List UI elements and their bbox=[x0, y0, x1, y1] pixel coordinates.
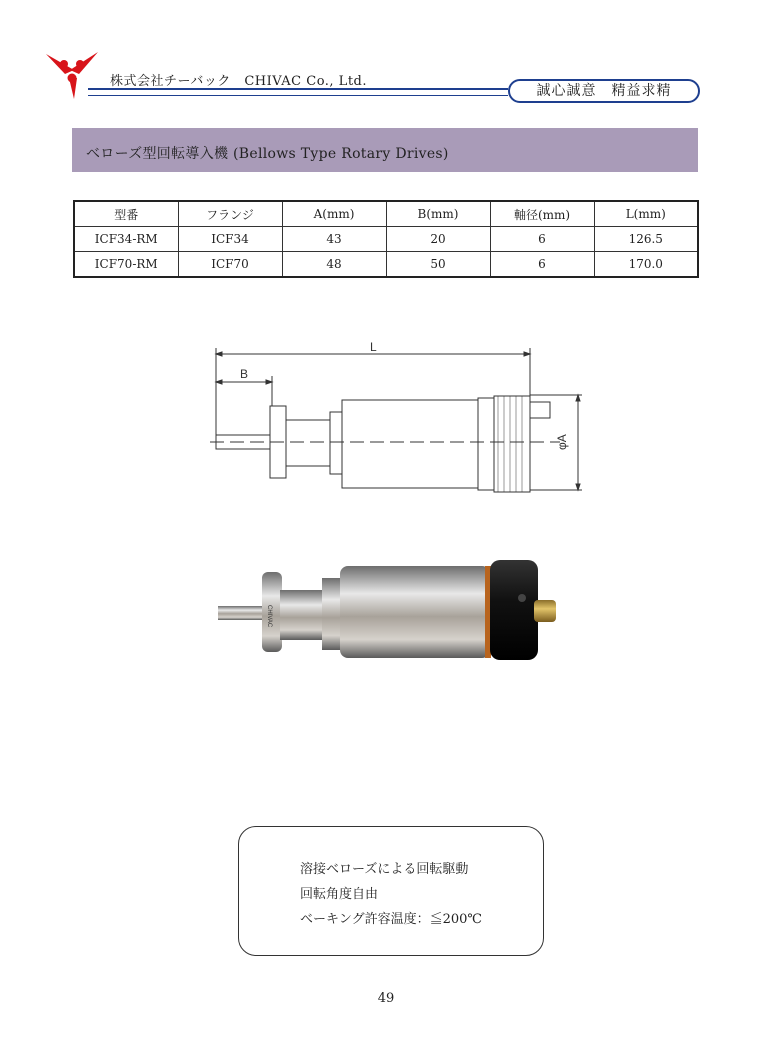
table-cell: 43 bbox=[282, 227, 386, 252]
feature-item: ベーキング許容温度：≦200℃ bbox=[300, 912, 482, 927]
dimension-label-a: φA bbox=[555, 434, 569, 450]
table-header-cell: A(mm) bbox=[282, 201, 386, 227]
table-header-cell: フランジ bbox=[178, 201, 282, 227]
table-cell: 20 bbox=[386, 227, 490, 252]
page-number: 49 bbox=[377, 991, 395, 1006]
table-cell: ICF34-RM bbox=[74, 227, 178, 252]
table-cell: 170.0 bbox=[594, 252, 698, 278]
dimension-label-l: L bbox=[370, 340, 377, 354]
table-cell: 6 bbox=[490, 252, 594, 278]
table-cell: 6 bbox=[490, 227, 594, 252]
dimension-label-b: B bbox=[240, 367, 249, 381]
photo-engraving: CHIVAC bbox=[266, 605, 272, 628]
feature-box bbox=[238, 826, 544, 956]
product-photo bbox=[200, 548, 570, 666]
company-name: 株式会社チーバック CHIVAC Co., Ltd. bbox=[110, 74, 367, 89]
table-cell: 126.5 bbox=[594, 227, 698, 252]
table-header-cell: 軸径(mm) bbox=[490, 201, 594, 227]
table-header-cell: L(mm) bbox=[594, 201, 698, 227]
technical-drawing bbox=[200, 340, 600, 500]
header-rule bbox=[88, 88, 508, 96]
table-header-row bbox=[74, 201, 698, 227]
motto-badge: 誠心誠意 精益求精 bbox=[508, 79, 700, 103]
feature-item: 回転角度自由 bbox=[300, 887, 379, 902]
table-row bbox=[74, 252, 698, 278]
spec-table bbox=[73, 200, 699, 278]
section-title: ベローズ型回転導入機 (Bellows Type Rotary Drives) bbox=[86, 146, 449, 162]
feature-item: 溶接ベローズによる回転駆動 bbox=[300, 862, 469, 877]
table-cell: ICF70-RM bbox=[74, 252, 178, 278]
table-row bbox=[74, 227, 698, 252]
table-cell: ICF34 bbox=[178, 227, 282, 252]
table-cell: 48 bbox=[282, 252, 386, 278]
table-cell: 50 bbox=[386, 252, 490, 278]
table-cell: ICF70 bbox=[178, 252, 282, 278]
table-header-cell: 型番 bbox=[74, 201, 178, 227]
table-header-cell: B(mm) bbox=[386, 201, 490, 227]
